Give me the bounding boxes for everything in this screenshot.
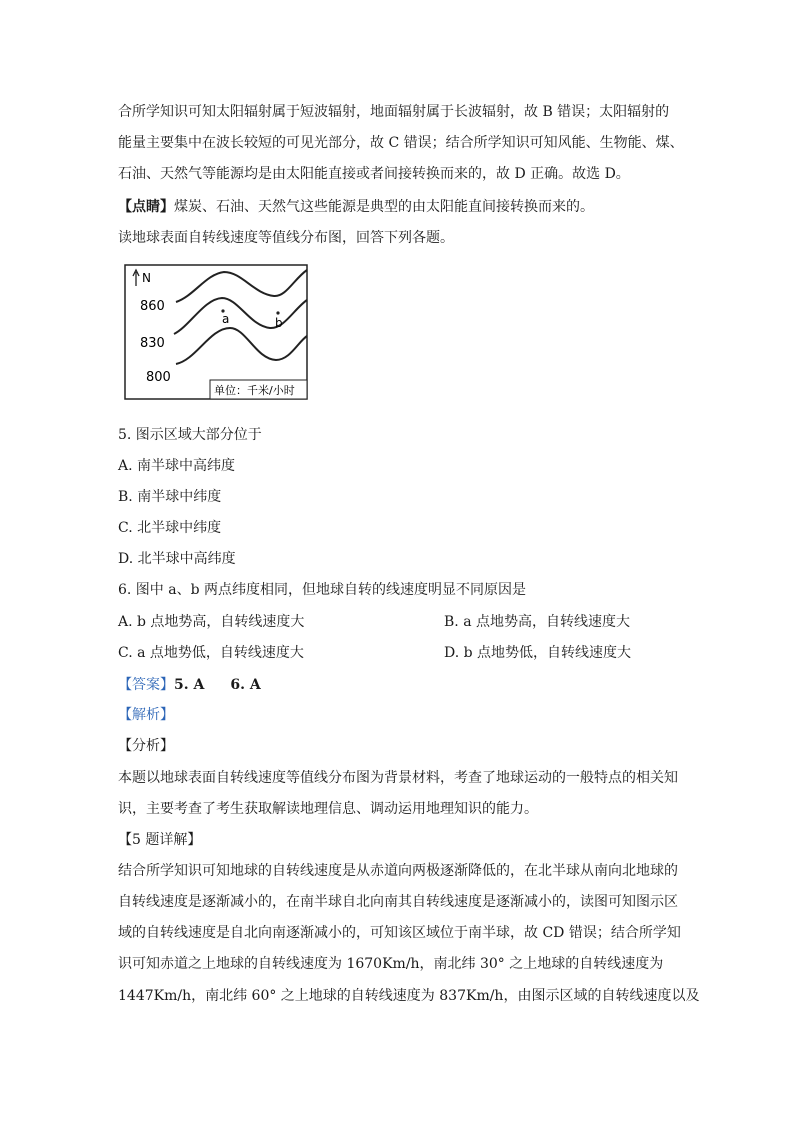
detail-line: 识可知赤道之上地球的自转线速度为 1670Km/h，南北纬 30° 之上地球的自转线速度为 (118, 956, 664, 972)
detail-line: 结合所学知识可知地球的自转线速度是从赤道向两极逐渐降低的，在北半球从南向北地球的 (118, 863, 678, 879)
point-a-label: a (222, 312, 230, 326)
unit-label: 单位：千米/小时 (214, 384, 295, 397)
tip-line (118, 197, 678, 217)
detail-line: 域的自转线速度是自北向南逐渐减小的，可知该区域位于南半球，故 CD 错误；结合所学知 (118, 925, 681, 941)
answer-value-6: 6. A (230, 677, 261, 693)
detail-label: 【5 题详解】 (118, 832, 202, 848)
point-b-label: b (275, 316, 283, 330)
answer-value-5: 5. A (174, 677, 205, 693)
q6-option-c: C. a 点地势低，自转线速度大 (118, 645, 304, 661)
contour-label-800: 800 (146, 370, 171, 385)
q5-option-a: A. 南半球中高纬度 (118, 458, 236, 474)
contour-map (124, 264, 308, 400)
contour-label-860: 860 (140, 299, 165, 314)
paragraph-line: 能量主要集中在波长较短的可见光部分，故 C 错误；结合所学知识可知风能、生物能、煤、 (118, 135, 684, 151)
paragraph-line: 石油、天然气等能源均是由太阳能直接或者间接转换而来的，故 D 正确。故选 D。 (118, 166, 630, 182)
question-6-stem: 6. 图中 a、b 两点纬度相同，但地球自转的线速度明显不同原因是 (118, 582, 527, 598)
answer-label: 【答案】 (118, 677, 174, 693)
fenxi-line: 本题以地球表面自转线速度等值线分布图为背景材料，考查了地球运动的一般特点的相关知 (118, 770, 678, 786)
north-label: N (142, 271, 151, 285)
detail-line: 自转线速度是逐渐减小的，在南半球自北向南其自转线速度是逐渐减小的，读图可知图示区 (118, 894, 678, 910)
detail-line: 1447Km/h，南北纬 60° 之上地球的自转线速度为 837Km/h，由图示区域的自转线速度以及 (118, 988, 700, 1004)
q5-option-c: C. 北半球中纬度 (118, 520, 222, 536)
tip-label: 【点睛】 (118, 199, 174, 215)
tip-text: 煤炭、石油、天然气这些能源是典型的由太阳能直间接转换而来的。 (174, 199, 594, 215)
answer-line (118, 675, 678, 695)
paragraph-line: 合所学知识可知太阳辐射属于短波辐射，地面辐射属于长波辐射，故 B 错误；太阳辐射的 (118, 104, 670, 120)
fenxi-line: 识，主要考查了考生获取解读地理信息、调动运用地理知识的能力。 (118, 801, 538, 817)
fenxi-label: 【分析】 (118, 738, 174, 754)
intro-line: 读地球表面自转线速度等值线分布图，回答下列各题。 (118, 230, 454, 246)
q6-option-d: D. b 点地势低，自转线速度大 (444, 645, 632, 661)
point-b-marker (276, 311, 279, 314)
q5-option-b: B. 南半球中纬度 (118, 489, 222, 505)
contour-map-figure (124, 264, 308, 400)
q6-option-a: A. b 点地势高，自转线速度大 (118, 614, 305, 630)
q6-option-b: B. a 点地势高，自转线速度大 (444, 614, 630, 630)
jiexi-label: 【解析】 (118, 707, 174, 723)
contour-label-830: 830 (140, 336, 165, 351)
q5-option-d: D. 北半球中高纬度 (118, 551, 236, 567)
question-5-stem: 5. 图示区域大部分位于 (118, 427, 262, 443)
